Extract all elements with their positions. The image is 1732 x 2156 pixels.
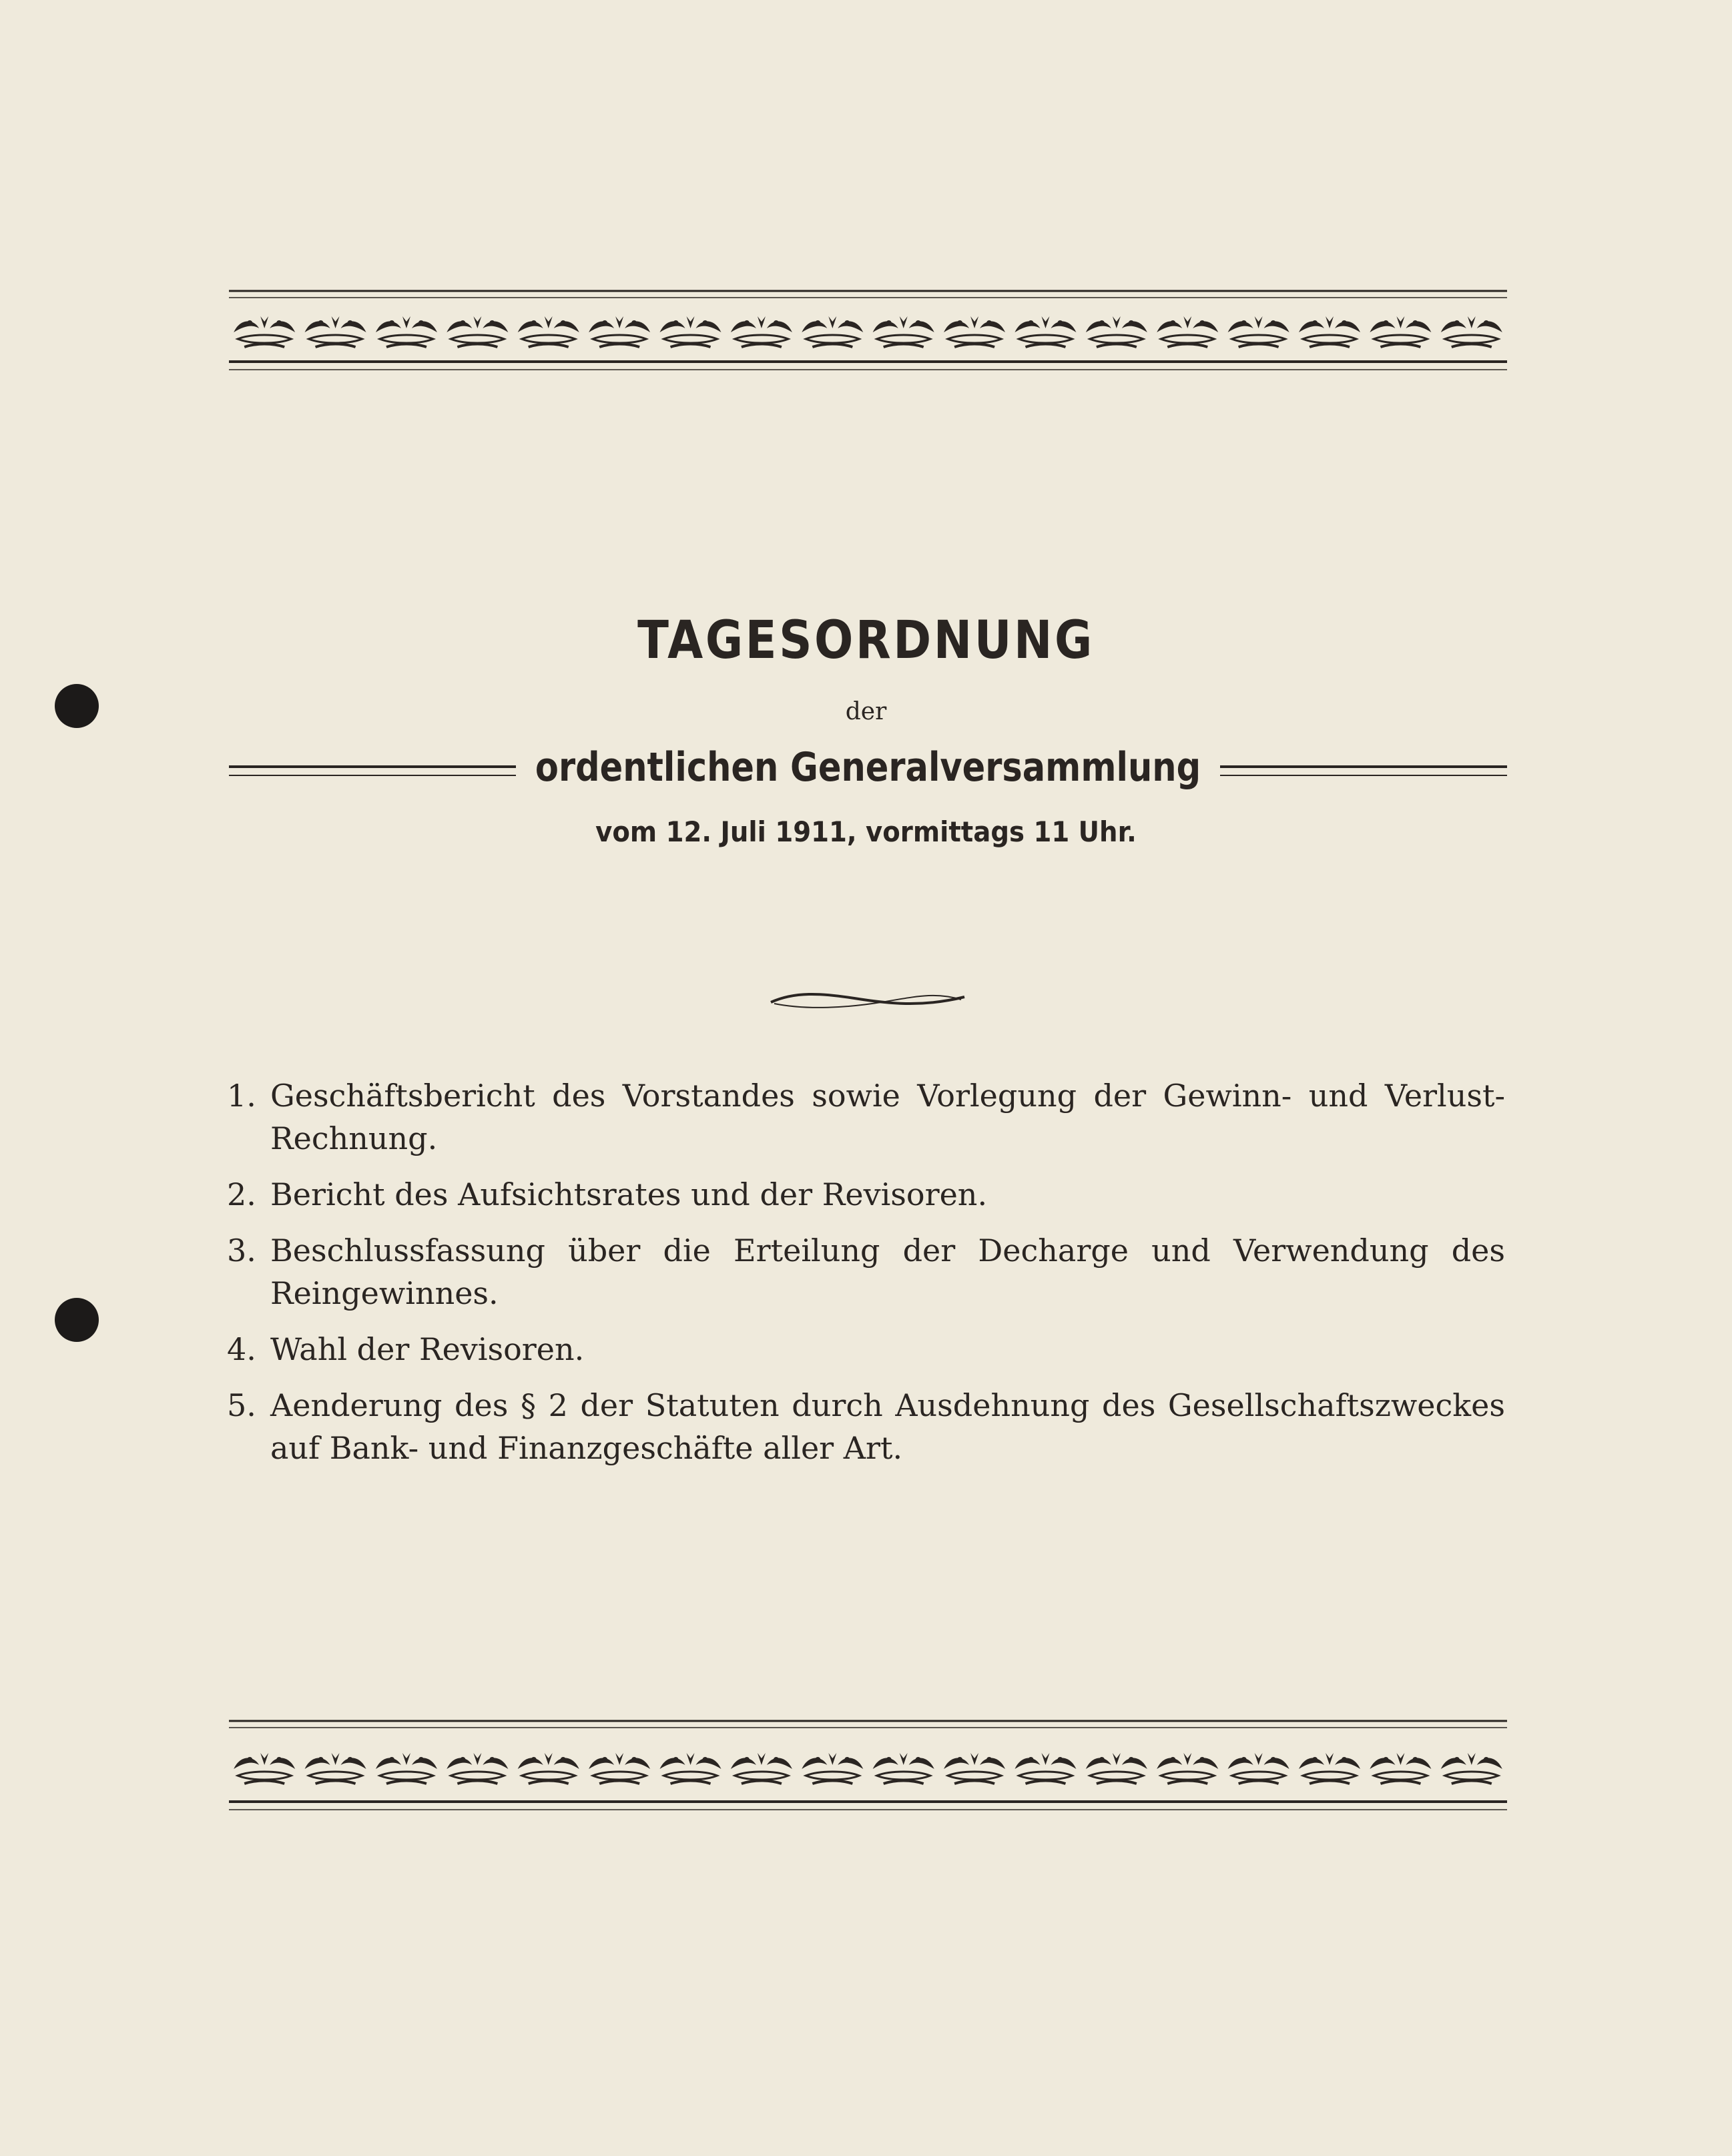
floral-ornament-icon xyxy=(447,316,508,347)
bottom-ornament-border xyxy=(229,1718,1507,1815)
floral-ornament-icon xyxy=(376,316,437,347)
assembly-heading-row xyxy=(229,744,1507,804)
floral-ornament-icon xyxy=(1228,316,1289,347)
floral-ornament-icon xyxy=(660,316,721,347)
floral-ornament-icon xyxy=(873,1753,934,1784)
floral-ornament-icon xyxy=(731,1753,792,1784)
floral-ornament-icon xyxy=(802,316,863,347)
agenda-item xyxy=(227,1173,1505,1216)
floral-ornament-icon xyxy=(1086,1753,1147,1784)
agenda-item xyxy=(227,1229,1505,1315)
agenda-item-text: Wahl der Revisoren. xyxy=(270,1331,585,1367)
floral-ornament-icon xyxy=(1228,1753,1289,1784)
floral-ornament-icon xyxy=(660,1753,721,1784)
floral-ornament-icon xyxy=(234,1753,295,1784)
floral-ornament-icon xyxy=(944,316,1005,347)
floral-ornament-icon xyxy=(1086,316,1147,347)
agenda-item-number: 1. xyxy=(227,1078,256,1114)
floral-ornament-icon xyxy=(229,1718,1507,1815)
floral-ornament-icon xyxy=(1370,316,1431,347)
floral-ornament-icon xyxy=(305,1753,366,1784)
meeting-date: vom 12. Juli 1911, vormittags 11 Uhr. xyxy=(595,815,1137,848)
floral-ornament-icon xyxy=(944,1753,1005,1784)
floral-ornament-icon xyxy=(873,316,934,347)
assembly-heading: ordentlichen Generalversammlung xyxy=(535,744,1201,791)
floral-ornament-icon xyxy=(376,1753,437,1784)
document-title: TAGESORDNUNG xyxy=(637,611,1095,671)
floral-ornament-icon xyxy=(1157,1753,1218,1784)
floral-ornament-icon xyxy=(229,288,1507,375)
agenda-item-text: Aenderung des § 2 der Statuten durch Ausdehnung des Gesellschaftszweckes auf Bank- und Finanzgeschäfte aller Art. xyxy=(270,1387,1505,1466)
floral-ornament-icon xyxy=(1015,1753,1076,1784)
agenda-item-text: Bericht des Aufsichtsrates und der Revisoren. xyxy=(270,1176,988,1212)
agenda-item-text: Geschäftsbericht des Vorstandes sowie Vorlegung der Gewinn- und Verlust-Rechnung. xyxy=(270,1078,1505,1156)
floral-ornament-icon xyxy=(1441,1753,1502,1784)
agenda-item-number: 5. xyxy=(227,1387,256,1423)
floral-ornament-icon xyxy=(1299,316,1360,347)
floral-ornament-icon xyxy=(305,316,366,347)
title-connector: der xyxy=(845,698,887,725)
agenda-item-number: 2. xyxy=(227,1176,256,1212)
agenda-item-number: 3. xyxy=(227,1232,256,1269)
punch-hole-icon xyxy=(55,1298,99,1342)
floral-ornament-icon xyxy=(518,316,579,347)
agenda-item xyxy=(227,1384,1505,1469)
floral-ornament-icon xyxy=(1157,316,1218,347)
floral-ornament-icon xyxy=(589,316,650,347)
floral-ornament-icon xyxy=(234,316,295,347)
agenda-item-number: 4. xyxy=(227,1331,256,1367)
top-ornament-border xyxy=(229,288,1507,375)
floral-ornament-icon xyxy=(1441,316,1502,347)
floral-ornament-icon xyxy=(447,1753,508,1784)
swash-ornament-icon xyxy=(768,988,968,1014)
floral-ornament-icon xyxy=(1299,1753,1360,1784)
floral-ornament-icon xyxy=(518,1753,579,1784)
right-double-rule xyxy=(1220,765,1507,777)
agenda-item xyxy=(227,1328,1505,1371)
floral-ornament-icon xyxy=(802,1753,863,1784)
floral-ornament-icon xyxy=(1015,316,1076,347)
floral-ornament-icon xyxy=(1370,1753,1431,1784)
agenda-item-text: Beschlussfassung über die Erteilung der Decharge und Verwendung des Reingewinnes. xyxy=(270,1232,1505,1311)
agenda-list xyxy=(227,1074,1505,1483)
floral-ornament-icon xyxy=(589,1753,650,1784)
agenda-item xyxy=(227,1074,1505,1160)
floral-ornament-icon xyxy=(731,316,792,347)
